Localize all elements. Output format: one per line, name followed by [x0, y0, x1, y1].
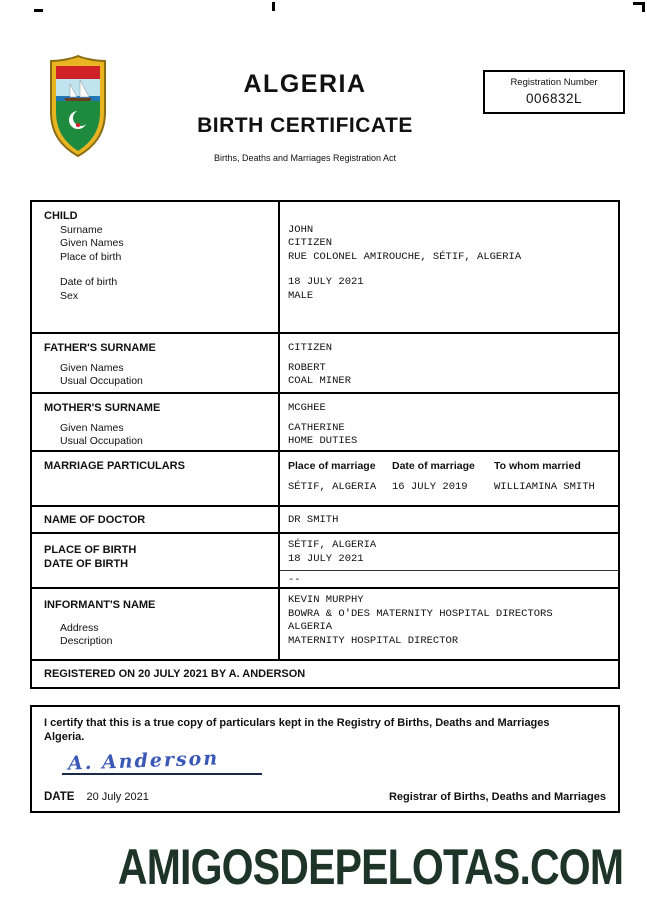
informant-section-title: INFORMANT'S NAME	[44, 599, 156, 611]
place-of-marriage-label: Place of marriage	[288, 460, 376, 472]
marriage-values	[280, 452, 618, 505]
father-section	[32, 332, 618, 392]
mother-labels	[32, 394, 280, 450]
informant-address-label: Address	[60, 621, 99, 634]
child-date-of-birth-label: Date of birth	[60, 276, 118, 288]
child-section-title: CHILD	[44, 210, 78, 222]
mother-given-names-value: CATHERINE	[288, 421, 345, 434]
informant-name-value: KEVIN MURPHY	[288, 594, 364, 606]
place-of-birth-value: SÉTIF, ALGERIA	[288, 539, 377, 551]
watermark-banner	[0, 838, 623, 896]
child-section	[32, 202, 618, 332]
child-labels	[32, 202, 280, 332]
informant-values	[280, 589, 618, 659]
certification-statement-line1: I certify that this is a true copy of particulars kept in the Registry of Births, Deaths and Marriages	[44, 717, 550, 729]
mother-occupation-value: HOME DUTIES	[288, 435, 358, 447]
registration-number-value: 006832L	[525, 91, 583, 106]
father-surname-value: CITIZEN	[288, 342, 333, 354]
marriage-section-title: MARRIAGE PARTICULARS	[44, 460, 185, 472]
crop-mark	[272, 2, 275, 11]
informant-section	[32, 587, 618, 659]
mother-section	[32, 392, 618, 450]
child-place-of-birth-label: Place of birth	[60, 250, 122, 263]
child-surname-label: Surname	[60, 223, 103, 236]
spacer	[44, 613, 272, 622]
mother-values	[280, 394, 618, 450]
spacer	[44, 264, 272, 276]
father-section-title: FATHER'S SURNAME	[44, 342, 156, 354]
father-given-names-label: Given Names	[60, 361, 124, 374]
informant-description-value: MATERNITY HOSPITAL DIRECTOR	[288, 634, 459, 647]
registrar-title: Registrar of Births, Deaths and Marriages	[388, 791, 606, 803]
mother-given-names-label: Given Names	[60, 421, 124, 434]
marriage-value-row	[288, 481, 610, 495]
informant-labels	[32, 589, 280, 659]
birth-values	[280, 534, 618, 587]
registered-line: REGISTERED ON 20 JULY 2021 BY A. ANDERSON	[44, 668, 306, 680]
father-given-names-value: ROBERT	[288, 361, 326, 374]
child-values	[280, 202, 618, 332]
place-of-birth-label: PLACE OF BIRTH	[44, 544, 137, 556]
child-given-names-label: Given Names	[60, 237, 124, 249]
child-place-of-birth-value: RUE COLONEL AMIROUCHE, SÉTIF, ALGERIA	[288, 250, 522, 263]
child-sex-value: MALE	[288, 289, 314, 302]
child-date-of-birth-value: 18 JULY 2021	[288, 276, 364, 288]
date-group	[44, 791, 149, 803]
certification-date-row	[44, 791, 606, 803]
doctor-labels	[32, 507, 280, 532]
doctor-values	[280, 507, 618, 532]
father-values	[280, 334, 618, 392]
date-of-birth-label: DATE OF BIRTH	[44, 557, 129, 570]
certification-statement-line2: Algeria.	[44, 731, 85, 743]
marriage-section	[32, 450, 618, 505]
date-of-marriage-value: 16 JULY 2019	[392, 481, 468, 493]
to-whom-married-label: To whom married	[494, 460, 581, 472]
birth-inner-divider	[280, 570, 618, 571]
to-whom-married-value: WILLIAMINA SMITH	[494, 481, 595, 493]
certification-box	[30, 705, 620, 813]
birth-labels	[32, 534, 280, 587]
marriage-labels	[32, 452, 280, 505]
country-title: ALGERIA	[243, 70, 367, 98]
registrar-signature: A. Anderson	[67, 747, 220, 775]
doctor-name-value: DR SMITH	[288, 514, 339, 526]
birth-note-value: --	[288, 574, 301, 586]
date-of-birth-value: 18 JULY 2021	[288, 552, 364, 565]
child-sex-label: Sex	[60, 289, 79, 302]
informant-address-value: ALGERIA	[288, 621, 333, 633]
certification-statement	[44, 716, 606, 744]
registration-number-label: Registration Number	[510, 77, 598, 88]
father-labels	[32, 334, 280, 392]
particulars-table	[30, 200, 620, 689]
mother-section-title: MOTHER'S SURNAME	[44, 402, 161, 414]
registered-section	[32, 659, 618, 687]
spacer	[288, 264, 610, 276]
informant-description-label: Description	[60, 635, 113, 647]
spacer	[288, 210, 610, 224]
marriage-headers	[288, 460, 610, 472]
mother-occupation-label: Usual Occupation	[60, 435, 143, 447]
mother-surname-value: MCGHEE	[288, 402, 326, 414]
crop-mark	[34, 9, 43, 12]
child-given-names-value: CITIZEN	[288, 237, 333, 249]
act-subtitle: Births, Deaths and Marriages Registration Act	[213, 153, 397, 163]
birth-section	[32, 532, 618, 587]
doctor-section	[32, 505, 618, 532]
document-title: BIRTH CERTIFICATE	[197, 114, 413, 137]
date-of-marriage-label: Date of marriage	[392, 460, 475, 472]
date-value: 20 July 2021	[86, 791, 149, 803]
child-surname-value: JOHN	[288, 223, 314, 236]
father-occupation-label: Usual Occupation	[60, 375, 143, 387]
crop-mark	[642, 2, 645, 12]
father-occupation-value: COAL MINER	[288, 375, 352, 387]
place-of-marriage-value: SÉTIF, ALGERIA	[288, 481, 377, 493]
registration-number-box	[483, 70, 625, 114]
date-label: DATE	[44, 791, 75, 803]
watermark-text: AMIGOSDEPELOTAS.COM	[117, 839, 623, 895]
doctor-section-title: NAME OF DOCTOR	[44, 514, 146, 526]
informant-name2-value: BOWRA & O'DES MATERNITY HOSPITAL DIRECTORS	[288, 607, 553, 620]
